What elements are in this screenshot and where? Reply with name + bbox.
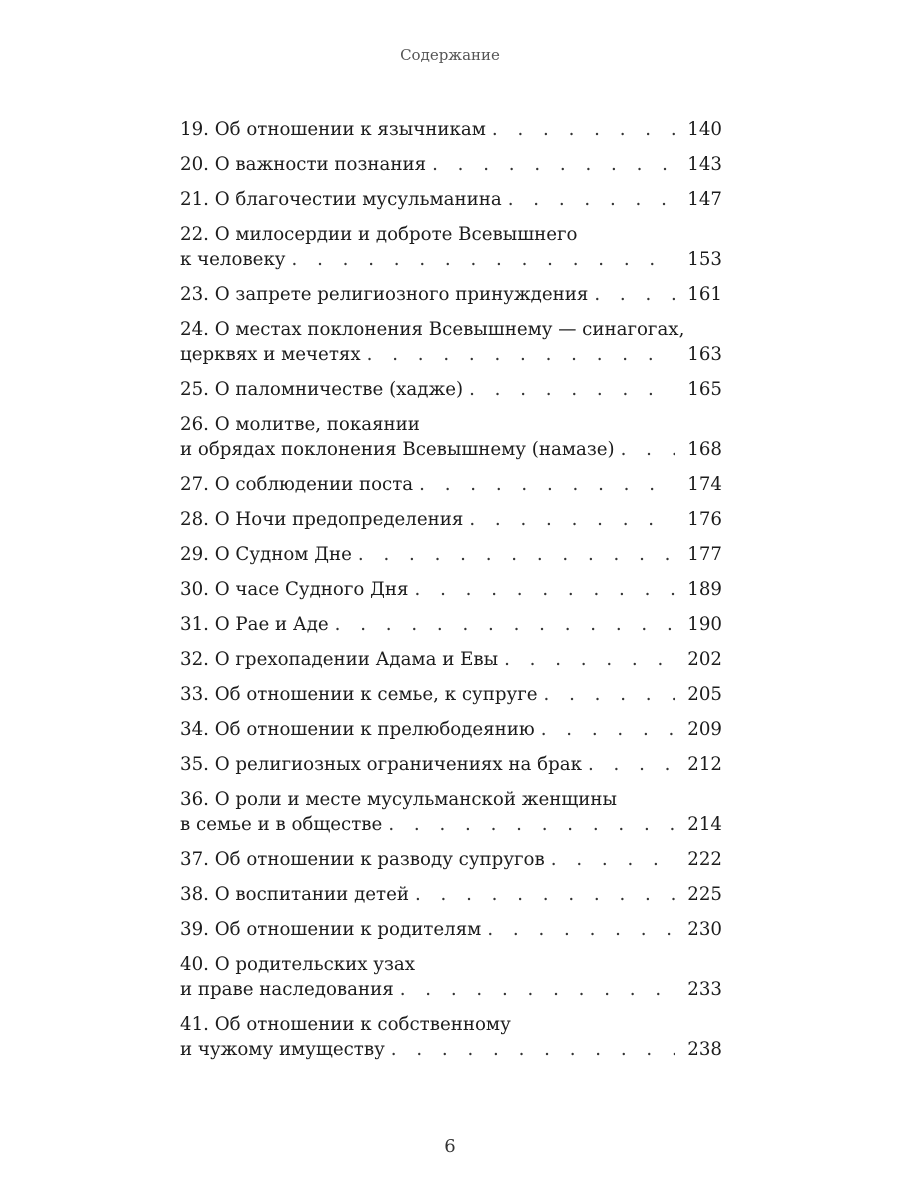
toc-entry-title-line: к человеку xyxy=(180,249,286,270)
dot-leader xyxy=(292,247,676,272)
toc-page-number: 161 xyxy=(687,284,722,305)
table-of-contents xyxy=(180,117,722,1072)
toc-page-number: 177 xyxy=(687,544,722,565)
toc-page-number: 147 xyxy=(687,189,722,210)
toc-entry-row xyxy=(180,612,722,637)
dot-leader xyxy=(469,507,675,532)
toc-entry xyxy=(180,187,722,212)
toc-page-number: 222 xyxy=(687,849,722,870)
toc-page-number: 143 xyxy=(687,154,722,175)
toc-entry-row xyxy=(180,342,722,367)
toc-page-number: 165 xyxy=(687,379,722,400)
toc-page-number: 176 xyxy=(687,509,722,530)
toc-page-number: 212 xyxy=(687,754,722,775)
toc-page-number: 189 xyxy=(687,579,722,600)
toc-page-number: 202 xyxy=(687,649,722,670)
toc-entry xyxy=(180,717,722,742)
toc-entry-row xyxy=(180,917,722,942)
toc-entry-row xyxy=(180,187,722,212)
toc-entry xyxy=(180,787,722,837)
toc-entry-row xyxy=(180,812,722,837)
toc-page-number: 140 xyxy=(687,119,722,140)
toc-entry xyxy=(180,612,722,637)
toc-entry-title-line: 37. Об отношении к разводу супругов xyxy=(180,849,545,870)
toc-entry-title-line: и праве наследования xyxy=(180,979,394,1000)
toc-entry-row xyxy=(180,717,722,742)
toc-entry xyxy=(180,917,722,942)
toc-entry-title-line: 34. Об отношении к прелюбодеянию xyxy=(180,719,535,740)
toc-entry-title-line: 21. О благочестии мусульманина xyxy=(180,189,502,210)
toc-page-number: 214 xyxy=(687,814,722,835)
dot-leader xyxy=(544,682,676,707)
dot-leader xyxy=(432,152,675,177)
toc-entry-title-line: в семье и в обществе xyxy=(180,814,383,835)
toc-entry-title-line: 22. О милосердии и доброте Всевышнего xyxy=(180,224,578,245)
dot-leader xyxy=(588,752,675,777)
toc-entry-title-line: 20. О важности познания xyxy=(180,154,427,175)
toc-entry-row xyxy=(180,437,722,462)
toc-page-number: 209 xyxy=(687,719,722,740)
dot-leader xyxy=(492,117,675,142)
toc-entry-row xyxy=(180,977,722,1002)
toc-entry xyxy=(180,1012,722,1062)
dot-leader xyxy=(358,542,675,567)
page-number: 6 xyxy=(444,1136,456,1157)
toc-page-number: 225 xyxy=(687,884,722,905)
toc-entry-row xyxy=(180,752,722,777)
toc-entry-title-line: 29. О Судном Дне xyxy=(180,544,352,565)
toc-entry-row xyxy=(180,882,722,907)
toc-entry xyxy=(180,412,722,462)
toc-entry xyxy=(180,472,722,497)
toc-entry xyxy=(180,882,722,907)
toc-entry-title-line: 36. О роли и месте мусульманской женщины xyxy=(180,789,618,810)
toc-entry-title-line: 26. О молитве, покаянии xyxy=(180,414,420,435)
toc-entry-row xyxy=(180,247,722,272)
toc-page-number: 205 xyxy=(687,684,722,705)
dot-leader xyxy=(469,377,675,402)
toc-entry-title-line: 38. О воспитании детей xyxy=(180,884,409,905)
toc-page-number: 168 xyxy=(687,439,722,460)
toc-entry xyxy=(180,752,722,777)
toc-entry xyxy=(180,682,722,707)
toc-page-number: 238 xyxy=(687,1039,722,1060)
dot-leader xyxy=(551,847,676,872)
toc-entry xyxy=(180,222,722,272)
toc-entry-title-line: 31. О Рае и Аде xyxy=(180,614,329,635)
toc-entry xyxy=(180,317,722,367)
toc-entry-row xyxy=(180,377,722,402)
toc-entry xyxy=(180,847,722,872)
toc-entry-row xyxy=(180,682,722,707)
dot-leader xyxy=(621,437,676,462)
dot-leader xyxy=(487,917,675,942)
toc-entry-row xyxy=(180,117,722,142)
toc-entry-title-line: 41. Об отношении к собственному xyxy=(180,1014,511,1035)
toc-entry xyxy=(180,952,722,1002)
toc-entry xyxy=(180,647,722,672)
toc-entry xyxy=(180,377,722,402)
dot-leader xyxy=(388,812,675,837)
toc-page-number: 163 xyxy=(687,344,722,365)
toc-entry-title-line: 40. О родительских узах xyxy=(180,954,416,975)
toc-entry-row xyxy=(180,152,722,177)
dot-leader xyxy=(504,647,675,672)
toc-entry xyxy=(180,152,722,177)
dot-leader xyxy=(415,577,676,602)
toc-page-number: 190 xyxy=(687,614,722,635)
toc-entry-title-line: 35. О религиозных ограничениях на брак xyxy=(180,754,582,775)
toc-entry-title-line: 19. Об отношении к язычникам xyxy=(180,119,486,140)
toc-entry-title-line: 23. О запрете религиозного принуждения xyxy=(180,284,589,305)
toc-entry xyxy=(180,542,722,567)
toc-page-number: 174 xyxy=(687,474,722,495)
dot-leader xyxy=(415,882,675,907)
toc-entry-row xyxy=(180,847,722,872)
toc-entry-title-line: 30. О часе Судного Дня xyxy=(180,579,409,600)
toc-entry-row xyxy=(180,1037,722,1062)
toc-entry-title-line: 39. Об отношении к родителям xyxy=(180,919,482,940)
toc-entry-title-line: 27. О соблюдении поста xyxy=(180,474,414,495)
toc-entry-row xyxy=(180,282,722,307)
toc-entry-title-line: 25. О паломничестве (хадже) xyxy=(180,379,464,400)
toc-entry-row xyxy=(180,647,722,672)
dot-leader xyxy=(367,342,676,367)
dot-leader xyxy=(391,1037,676,1062)
dot-leader xyxy=(541,717,676,742)
toc-entry-title-line: и обрядах поклонения Всевышнему (намазе) xyxy=(180,439,615,460)
dot-leader xyxy=(419,472,675,497)
dot-leader xyxy=(594,282,675,307)
toc-page-number: 153 xyxy=(687,249,722,270)
toc-entry xyxy=(180,117,722,142)
toc-page-number: 233 xyxy=(687,979,722,1000)
toc-entry-title-line: 24. О местах поклонения Всевышнему — синагогах, xyxy=(180,319,685,340)
toc-entry xyxy=(180,282,722,307)
toc-entry xyxy=(180,507,722,532)
dot-leader xyxy=(508,187,676,212)
toc-entry-title-line: 33. Об отношении к семье, к супруге xyxy=(180,684,538,705)
running-head: Содержание xyxy=(400,46,500,64)
toc-entry-title-line: 32. О грехопадении Адама и Евы xyxy=(180,649,499,670)
toc-entry-title-line: церквях и мечетях xyxy=(180,344,361,365)
toc-entry xyxy=(180,577,722,602)
toc-entry-title-line: 28. О Ночи предопределения xyxy=(180,509,464,530)
dot-leader xyxy=(335,612,676,637)
dot-leader xyxy=(400,977,676,1002)
toc-entry-row xyxy=(180,472,722,497)
toc-page-number: 230 xyxy=(687,919,722,940)
toc-entry-row xyxy=(180,507,722,532)
toc-entry-row xyxy=(180,577,722,602)
toc-entry-row xyxy=(180,542,722,567)
toc-entry-title-line: и чужому имуществу xyxy=(180,1039,385,1060)
